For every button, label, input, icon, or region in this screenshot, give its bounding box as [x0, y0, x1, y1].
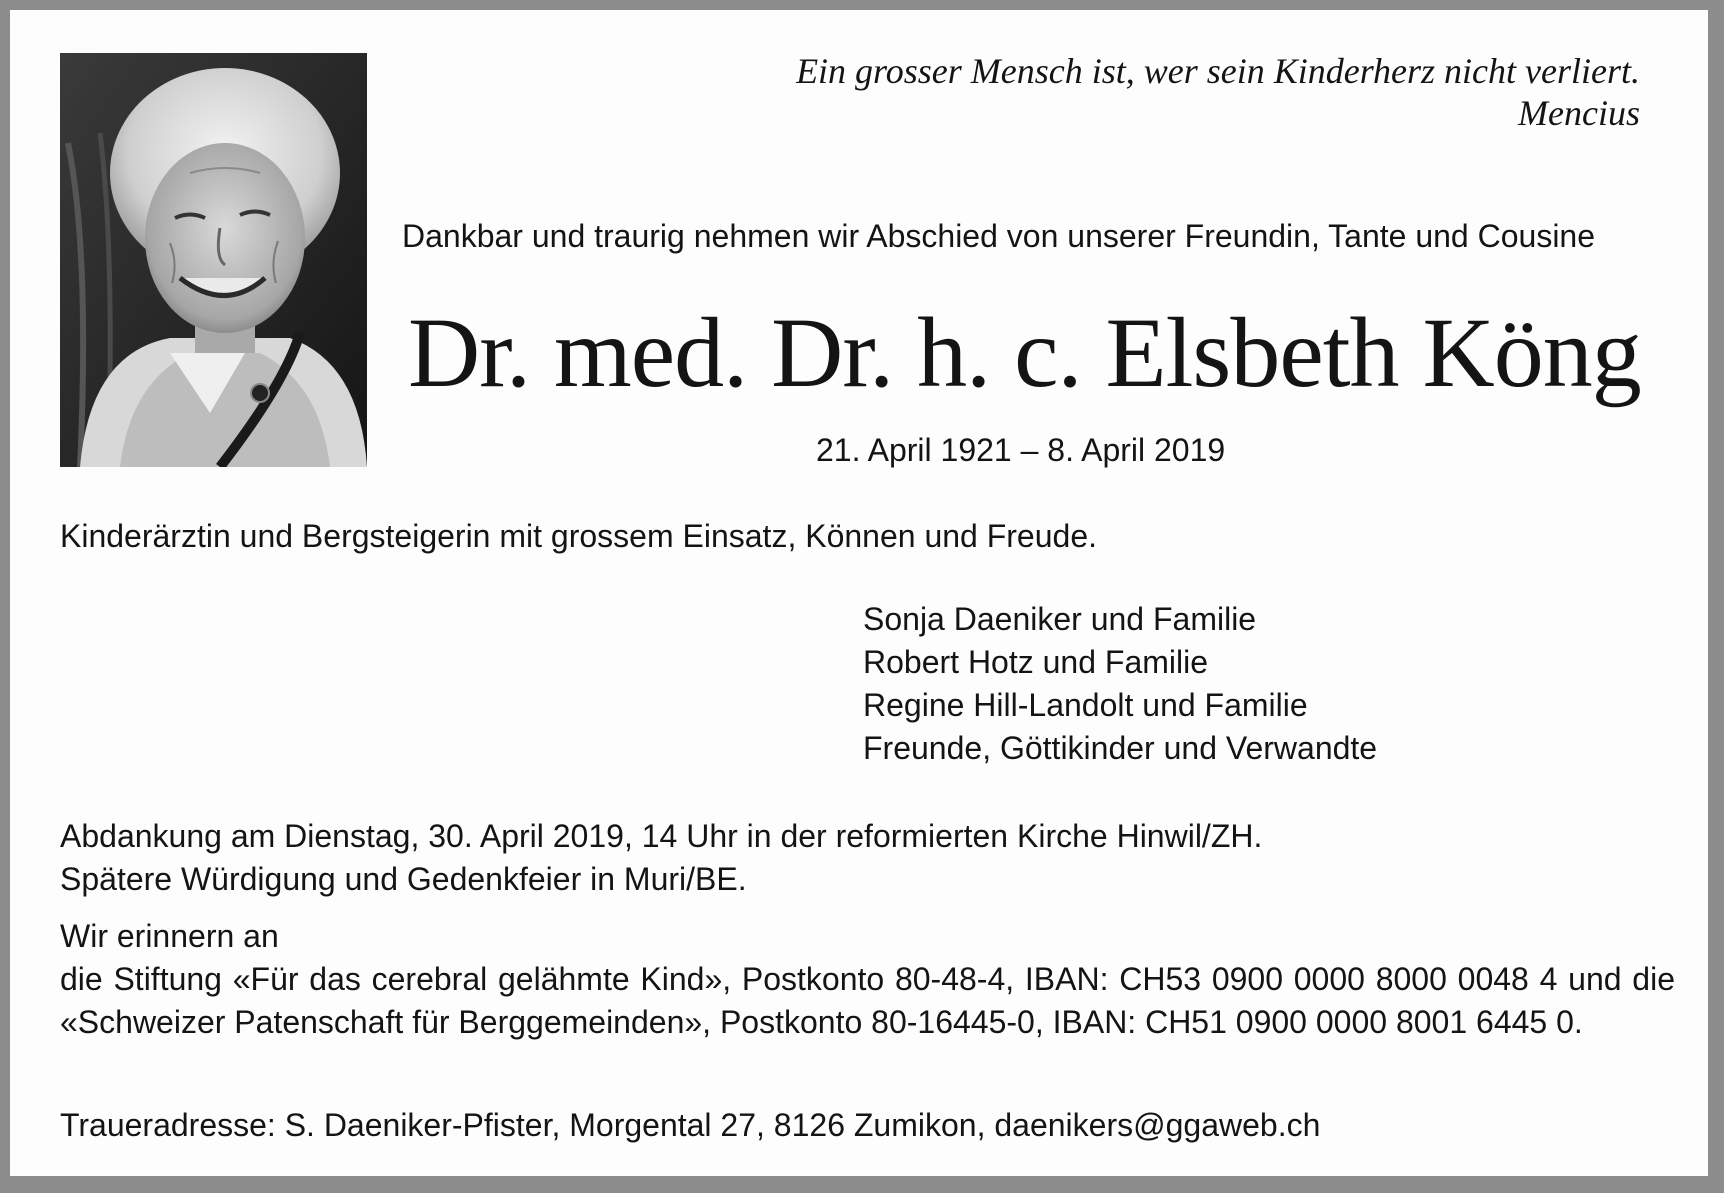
service-line: Abdankung am Dienstag, 30. April 2019, 14 Uhr in der reformierten Kirche Hinwil/ZH.: [60, 818, 1263, 854]
mourners-list: [863, 598, 1377, 770]
service-info: [60, 815, 1262, 901]
mourner-item: Freunde, Göttikinder und Verwandte: [863, 730, 1378, 766]
memorial-lead: Wir erinnern an: [60, 918, 279, 954]
quote-author: Mencius: [1518, 93, 1640, 133]
mourning-address: Traueradresse: S. Daeniker-Pfister, Morgental 27, 8126 Zumikon, daenikers@ggaweb.ch: [60, 1107, 1321, 1143]
tribute-text: Kinderärztin und Bergsteigerin mit grossem Einsatz, Können und Freude.: [60, 518, 1097, 554]
obituary-notice: [10, 10, 1708, 1176]
mourner-item: Robert Hotz und Familie: [863, 644, 1209, 680]
portrait-photo: [60, 53, 367, 467]
memorial-donations: [60, 915, 1675, 1044]
service-line: Spätere Würdigung und Gedenkfeier in Muri/BE.: [60, 861, 747, 897]
quote-text: Ein grosser Mensch ist, wer sein Kinderherz nicht verliert.: [796, 51, 1640, 91]
portrait-image: [60, 53, 367, 467]
deceased-name: Dr. med. Dr. h. c. Elsbeth Köng: [408, 297, 1641, 408]
memorial-body: die Stiftung «Für das cerebral gelähmte Kind», Postkonto 80-48-4, IBAN: CH53 0900 0000 8000 0048 4 und die «Schweizer Patenschaft für Berggemeinden», Postkonto 80-16445-0, IBAN: CH51 0900 0000 8001 6445 0.: [60, 961, 1675, 1040]
mourner-item: Sonja Daeniker und Familie: [863, 601, 1257, 637]
farewell-text: Dankbar und traurig nehmen wir Abschied von unserer Freundin, Tante und Cousine: [402, 218, 1596, 254]
quote-block: [796, 50, 1640, 134]
mourner-item: Regine Hill-Landolt und Familie: [863, 687, 1308, 723]
life-dates: 21. April 1921 – 8. April 2019: [816, 432, 1226, 468]
